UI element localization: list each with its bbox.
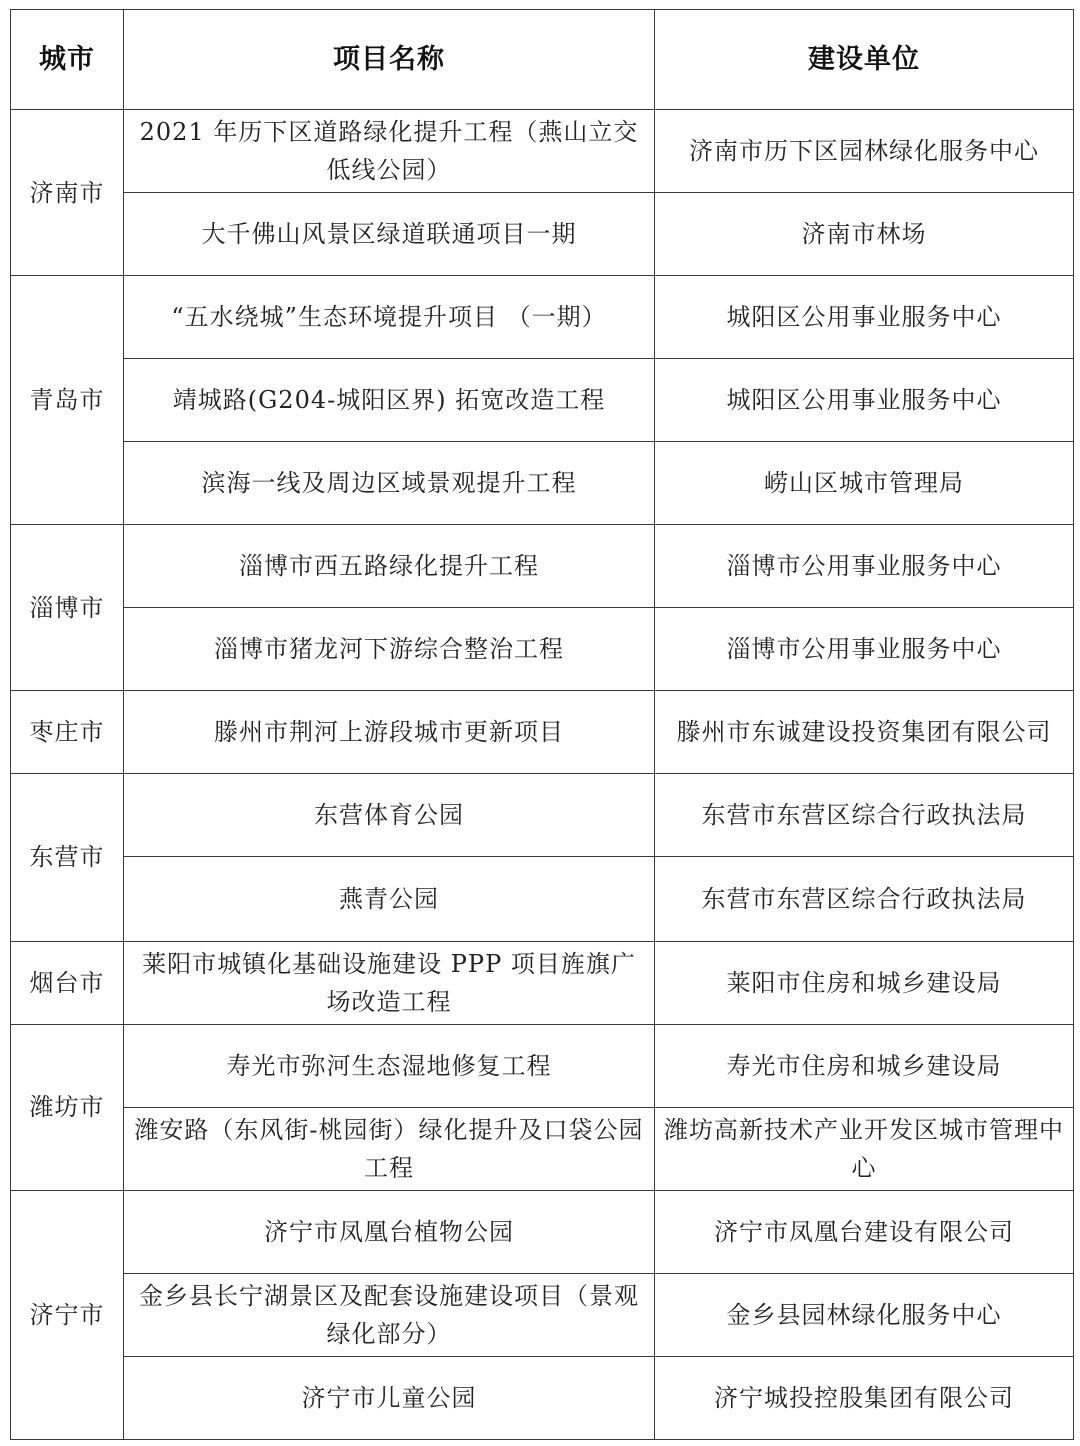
unit-cell: 莱阳市住房和城乡建设局 [655,941,1074,1024]
table-row [11,1107,1074,1190]
project-cell: 潍安路（东风街-桃园街）绿化提升及口袋公园工程 [124,1107,655,1190]
unit-cell: 滕州市东诚建设投资集团有限公司 [655,691,1074,774]
project-cell: 滕州市荆河上游段城市更新项目 [124,691,655,774]
project-cell: 2021 年历下区道路绿化提升工程（燕山立交低线公园） [124,110,655,193]
header-project: 项目名称 [124,10,655,110]
unit-cell: 淄博市公用事业服务中心 [655,525,1074,608]
header-unit: 建设单位 [655,10,1074,110]
project-cell: 东营体育公园 [124,774,655,857]
table-row [11,110,1074,193]
unit-cell: 济宁市凤凰台建设有限公司 [655,1190,1074,1273]
header-city: 城市 [11,10,124,110]
table-row [11,359,1074,442]
table-row [11,941,1074,1024]
unit-cell: 济宁城投控股集团有限公司 [655,1356,1074,1439]
city-cell: 潍坊市 [11,1024,124,1190]
unit-cell: 金乡县园林绿化服务中心 [655,1273,1074,1356]
unit-cell: 济南市历下区园林绿化服务中心 [655,110,1074,193]
table-row [11,1190,1074,1273]
unit-cell: 寿光市住房和城乡建设局 [655,1024,1074,1107]
project-cell: 滨海一线及周边区域景观提升工程 [124,442,655,525]
table-row [11,276,1074,359]
project-cell: 济宁市儿童公园 [124,1356,655,1439]
table-row [11,525,1074,608]
header-row [11,10,1074,110]
city-cell: 济宁市 [11,1190,124,1439]
unit-cell: 济南市林场 [655,193,1074,276]
table-row [11,1356,1074,1439]
project-cell: “五水绕城”生态环境提升项目 （一期） [124,276,655,359]
project-cell: 淄博市西五路绿化提升工程 [124,525,655,608]
city-cell: 烟台市 [11,941,124,1024]
table-row [11,1273,1074,1356]
table-row [11,608,1074,691]
project-cell: 济宁市凤凰台植物公园 [124,1190,655,1273]
project-cell: 金乡县长宁湖景区及配套设施建设项目（景观绿化部分） [124,1273,655,1356]
unit-cell: 城阳区公用事业服务中心 [655,276,1074,359]
table-row [11,1024,1074,1107]
project-table [10,9,1074,1440]
unit-cell: 崂山区城市管理局 [655,442,1074,525]
project-cell: 淄博市猪龙河下游综合整治工程 [124,608,655,691]
table-row [11,442,1074,525]
project-cell: 靖城路(G204-城阳区界) 拓宽改造工程 [124,359,655,442]
project-cell: 莱阳市城镇化基础设施建设 PPP 项目旌旗广场改造工程 [124,941,655,1024]
unit-cell: 淄博市公用事业服务中心 [655,608,1074,691]
city-cell: 青岛市 [11,276,124,525]
table-row [11,857,1074,941]
unit-cell: 东营市东营区综合行政执法局 [655,857,1074,941]
unit-cell: 东营市东营区综合行政执法局 [655,774,1074,857]
project-cell: 寿光市弥河生态湿地修复工程 [124,1024,655,1107]
city-cell: 东营市 [11,774,124,941]
city-cell: 济南市 [11,110,124,276]
table-row [11,774,1074,857]
unit-cell: 潍坊高新技术产业开发区城市管理中心 [655,1107,1074,1190]
project-cell: 燕青公园 [124,857,655,941]
unit-cell: 城阳区公用事业服务中心 [655,359,1074,442]
project-cell: 大千佛山风景区绿道联通项目一期 [124,193,655,276]
city-cell: 淄博市 [11,525,124,691]
table-row [11,691,1074,774]
city-cell: 枣庄市 [11,691,124,774]
table-row [11,193,1074,276]
